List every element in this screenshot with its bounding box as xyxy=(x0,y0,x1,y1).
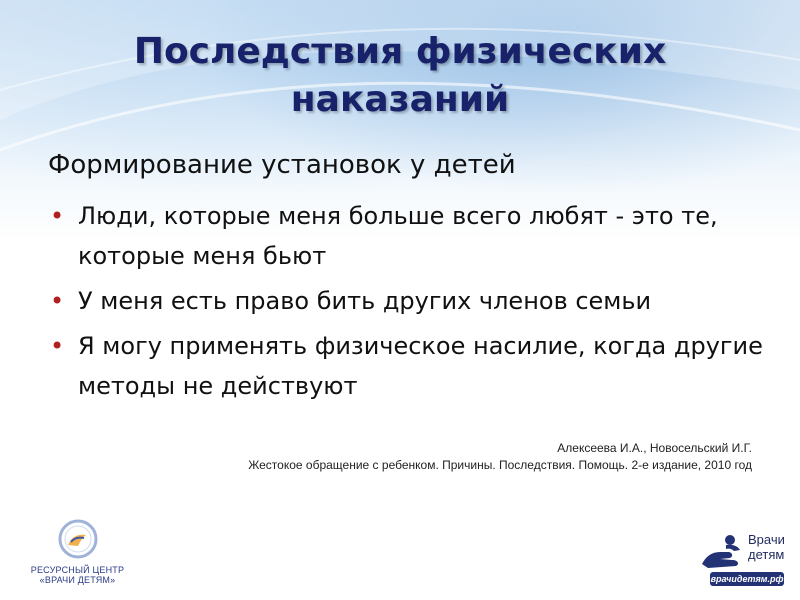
vrachi-detyam-url: врачидетям.рф xyxy=(710,574,784,584)
vrachi-detyam-line1: Врачи xyxy=(748,532,785,547)
citation-authors: Алексеева И.А., Новосельский И.Г. xyxy=(557,441,752,455)
resource-center-logo xyxy=(20,518,135,590)
hand-child-icon xyxy=(698,530,748,570)
bullet-item xyxy=(48,196,768,276)
bullet-text: Люди, которые меня больше всего любят - это те, которые меня бьют xyxy=(78,202,718,270)
slide-subtitle: Формирование установок у детей xyxy=(48,150,516,180)
slide-title: Последствия физических наказаний xyxy=(133,31,667,120)
vrachi-detyam-logo xyxy=(698,528,788,588)
bullet-list xyxy=(48,196,768,411)
bullet-marker-icon: • xyxy=(50,287,65,315)
bullet-item xyxy=(48,326,768,406)
bullet-item xyxy=(48,281,768,321)
vrachi-detyam-line2: детям xyxy=(748,547,785,562)
bullet-text: У меня есть право бить других членов семьи xyxy=(78,287,652,315)
bullet-marker-icon: • xyxy=(50,202,65,230)
vrachi-detyam-word xyxy=(748,532,785,562)
citation-source: Жестокое обращение с ребенком. Причины. Последствия. Помощь. 2-е издание, 2010 год xyxy=(248,458,752,472)
resource-center-line1: РЕСУРСНЫЙ ЦЕНТР xyxy=(30,565,125,575)
resource-center-emblem-icon xyxy=(56,518,100,560)
bullet-marker-icon: • xyxy=(50,332,65,360)
bullet-text: Я могу применять физическое насилие, когда другие методы не действуют xyxy=(78,332,763,400)
resource-center-line2: «ВРАЧИ ДЕТЯМ» xyxy=(39,575,116,585)
citation xyxy=(248,440,752,474)
